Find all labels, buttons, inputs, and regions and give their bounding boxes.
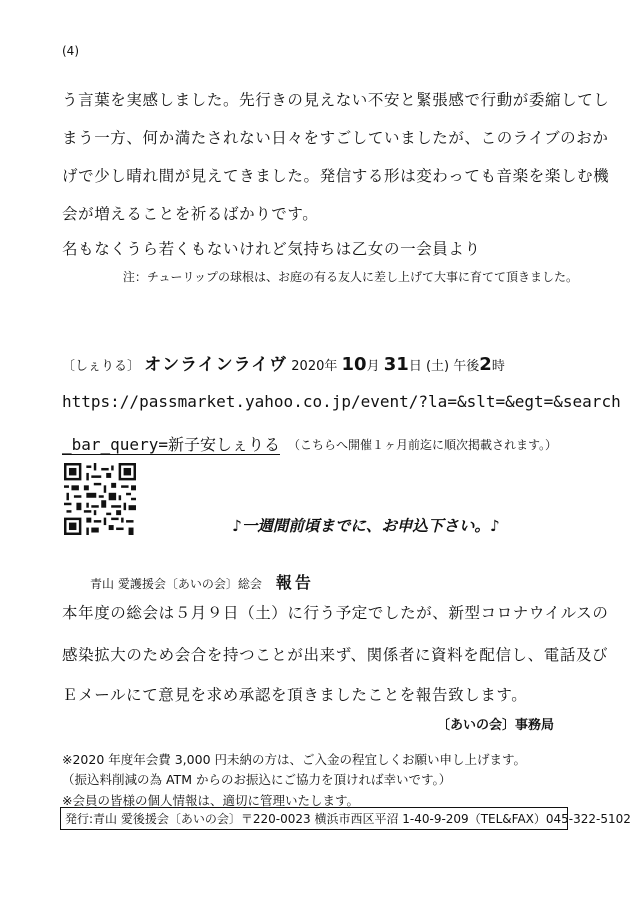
report-heading: [90, 570, 314, 593]
paragraph-line: まう一方、何か満たされない日々をすごしていましたが、このライブのおか: [62, 129, 609, 147]
event-year-suffix: 年: [324, 359, 338, 374]
event-year: 2020: [291, 359, 325, 374]
paragraph-line: 会が増えることを祈るばかりです。: [62, 205, 319, 223]
report-title: 報告: [275, 573, 314, 592]
paragraph-line: げで少し晴れ間が見えてきました。発信する形は変わっても音楽を楽しむ機: [62, 167, 610, 185]
event-hour-suffix: 時: [491, 359, 505, 374]
notice-line: （振込料削減の為 ATM からのお振込にご協力を頂ければ幸いです。）: [62, 772, 452, 787]
report-signature: 〔あいの会〕事務局: [436, 718, 554, 733]
signature-line: 名もなくうら若くもないけれど気持ちは乙女の一会員より: [62, 240, 481, 258]
event-day-suffix: 日: [408, 359, 422, 374]
event-day: 31: [383, 354, 409, 375]
report-org: 青山 愛護援会〔あいの会〕総会: [90, 577, 262, 591]
notice-line: ※会員の皆様の個人情報は、適切に管理いたします。: [62, 793, 359, 808]
publisher-footer: 発行:青山 愛後援会〔あいの会〕〒220-0023 横浜市西区平沼 1-40-9-209（TEL&FAX）045-322-5102: [60, 807, 568, 830]
event-heading: [62, 350, 505, 375]
event-prefix: 〔しぇりる〕: [62, 359, 141, 374]
page-number: (4): [62, 44, 79, 58]
event-url-line1[interactable]: https://passmarket.yahoo.co.jp/event/?la=&slt=&egt=&search: [62, 392, 621, 411]
event-url-line2[interactable]: _bar_query=新子安しぇりる: [62, 435, 280, 454]
apply-instruction: ♪一週間前頃までに、お申込下さい。♪: [232, 517, 500, 535]
url-note: （こちらへ開催１ヶ月前迄に順次掲載されます。）: [288, 438, 558, 452]
tulip-note: 注：チューリップの球根は、お庭の有る友人に差し上げて大事に育てて頂きました。: [122, 270, 578, 284]
report-line: 感染拡大のため会合を持つことが出来ず、関係者に資料を配信し、電話及び: [62, 646, 609, 664]
event-month: 10: [341, 354, 367, 375]
paragraph-line: う言葉を実感しました。先行きの見えない不安と緊張感で行動が委縮してし: [62, 91, 610, 109]
event-name: オンラインライヴ: [144, 355, 288, 375]
qr-code-icon[interactable]: [64, 463, 136, 535]
report-line: Ｅメールにて意見を求め承認を頂きましたことを報告致します。: [62, 686, 528, 704]
event-month-suffix: 月: [366, 359, 380, 374]
event-weekday: (土): [425, 359, 450, 374]
event-time-label: 午後: [453, 359, 480, 374]
notice-line: ※2020 年度年会費 3,000 円未納の方は、ご入金の程宜しくお願い申し上げます。: [62, 752, 526, 767]
report-line: 本年度の総会は５月９日（土）に行う予定でしたが、新型コロナウイルスの: [62, 604, 609, 622]
event-hour: 2: [479, 354, 492, 375]
